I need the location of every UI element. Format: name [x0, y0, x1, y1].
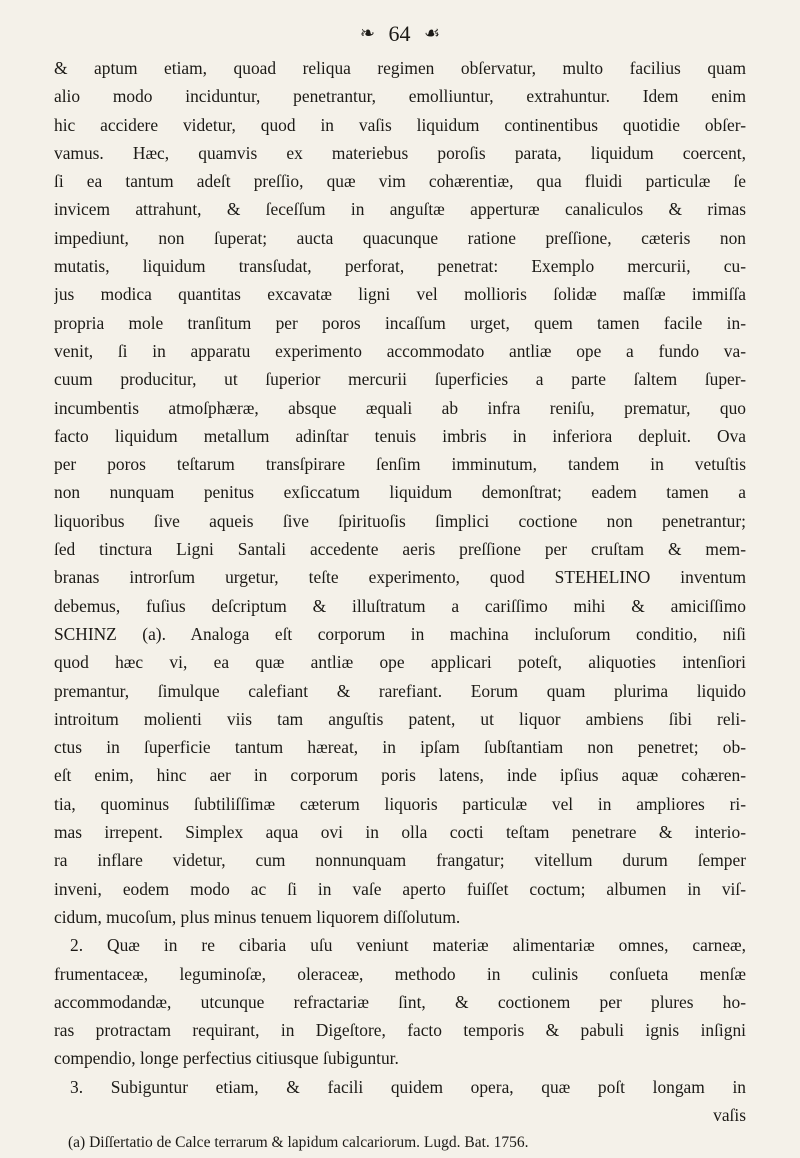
text-line: cidum, mucoſum, plus minus tenuem liquorem diſſolutum. — [54, 906, 461, 927]
text-line: & aptum etiam, quoad reliqua regimen obſervatur, multo facilius quam — [54, 58, 746, 78]
text-line: mas irrepent. Simplex aqua ovi in olla cocti teſtam penetrare & interio- — [54, 822, 746, 843]
text-line: debemus, fuſius deſcriptum & illuſtratum a cariſſimo mihi & amiciſſimo — [54, 595, 746, 616]
text-line: liquoribus ſive aqueis ſive ſpirituoſis ſimplici coctione non penetrantur; — [54, 510, 746, 531]
catchword: vaſis — [713, 1104, 746, 1125]
text-line: introitum molienti viis tam anguſtis patent, ut liquor ambiens ſibi reli- — [54, 708, 746, 729]
text-line: 3. Subiguntur etiam, & facili quidem opera, quæ poſt longam in — [70, 1076, 746, 1097]
text-line: mutatis, liquidum transſudat, perforat, penetrat: Exemplo mercurii, cu- — [54, 256, 746, 277]
right-ornament-icon: ☙ — [423, 23, 441, 43]
text-line: ras protractam requirant, in Digeſtore, facto temporis & pabuli ignis inſigni — [54, 1020, 746, 1041]
text-line: alio modo inciduntur, penetrantur, emolliuntur, extrahuntur. Idem enim — [54, 86, 746, 107]
text-line: cuum producitur, ut ſuperior mercurii ſuperficies a parte ſaltem ſuper- — [54, 369, 746, 390]
text-line: inveni, eodem modo ac ſi in vaſe aperto fuiſſet coctum; albumen in viſ- — [54, 878, 746, 899]
text-line: propria mole tranſitum per poros incaſſum urget, quem tamen facile in- — [54, 312, 746, 333]
text-line: premantur, ſimulque calefiant & rarefiant. Eorum quam plurima liquido — [54, 680, 746, 701]
footnote: (a) Diſſertatio de Calce terrarum & lapidum calcariorum. Lugd. Bat. 1756. — [68, 1134, 529, 1152]
text-line: hic accidere videtur, quod in vaſis liquidum continentibus quotidie obſer- — [54, 114, 746, 135]
text-line: per poros teſtarum transſpirare ſenſim imminutum, tandem in vetuſtis — [54, 454, 746, 475]
text-line: ſi ea tantum adeſt preſſio, quæ vim cohærentiæ, qua fluidi particulæ ſe — [54, 171, 746, 192]
body-text — [54, 54, 746, 1158]
page-number: 64 — [388, 21, 411, 46]
text-line: incumbentis atmoſphæræ, absque æquali ab infra reniſu, prematur, quo — [54, 397, 746, 418]
text-line: quod hæc vi, ea quæ antliæ ope applicari poteſt, aliquoties intenſiori — [54, 652, 746, 673]
text-line: tia, quominus ſubtiliſſimæ cæterum liquoris particulæ vel in ampliores ri- — [54, 793, 746, 814]
text-line: venit, ſi in apparatu experimento accommodato antliæ ope a fundo va- — [54, 340, 746, 361]
text-line: 2. Quæ in re cibaria uſu veniunt materiæ alimentariæ omnes, carneæ, — [70, 935, 746, 956]
text-line: accommodandæ, utcunque refractariæ ſint, & coctionem per plures ho- — [54, 991, 746, 1012]
left-ornament-icon: ❧ — [359, 23, 375, 43]
text-line: ra inflare videtur, cum nonnunquam frangatur; vitellum durum ſemper — [54, 850, 746, 871]
text-line: impediunt, non ſuperat; aucta quacunque ratione preſſione, cæteris non — [54, 227, 746, 248]
text-line: compendio, longe perfectius citiusque ſubiguntur. — [54, 1048, 399, 1069]
text-line: non nunquam penitus exſiccatum liquidum demonſtrat; eadem tamen a — [54, 482, 746, 503]
text-line: frumentaceæ, leguminoſæ, oleraceæ, methodo in culinis conſueta menſæ — [54, 963, 746, 984]
page-header — [0, 20, 800, 47]
text-line: SCHINZ (a). Analoga eſt corporum in machina incluſorum conditio, niſi — [54, 623, 746, 644]
text-line: branas introrſum urgetur, teſte experimento, quod STEHELINO inventum — [54, 567, 746, 588]
text-line: ctus in ſuperficie tantum hæreat, in ipſam ſubſtantiam non penetret; ob- — [54, 737, 746, 758]
text-line: ſed tinctura Ligni Santali accedente aeris preſſione per cruſtam & mem- — [54, 539, 746, 560]
text-line: invicem attrahunt, & ſeceſſum in anguſtæ apperturæ canaliculos & rimas — [54, 199, 746, 220]
text-line: facto liquidum metallum adinſtar tenuis imbris in inferiora depluit. Ova — [54, 425, 746, 446]
text-line: vamus. Hæc, quamvis ex materiebus poroſis parata, liquidum coercent, — [54, 142, 746, 163]
text-line: jus modica quantitas excavatæ ligni vel mollioris ſolidæ maſſæ immiſſa — [54, 284, 746, 305]
text-line: eſt enim, hinc aer in corporum poris latens, inde ipſius aquæ cohæren- — [54, 765, 746, 786]
